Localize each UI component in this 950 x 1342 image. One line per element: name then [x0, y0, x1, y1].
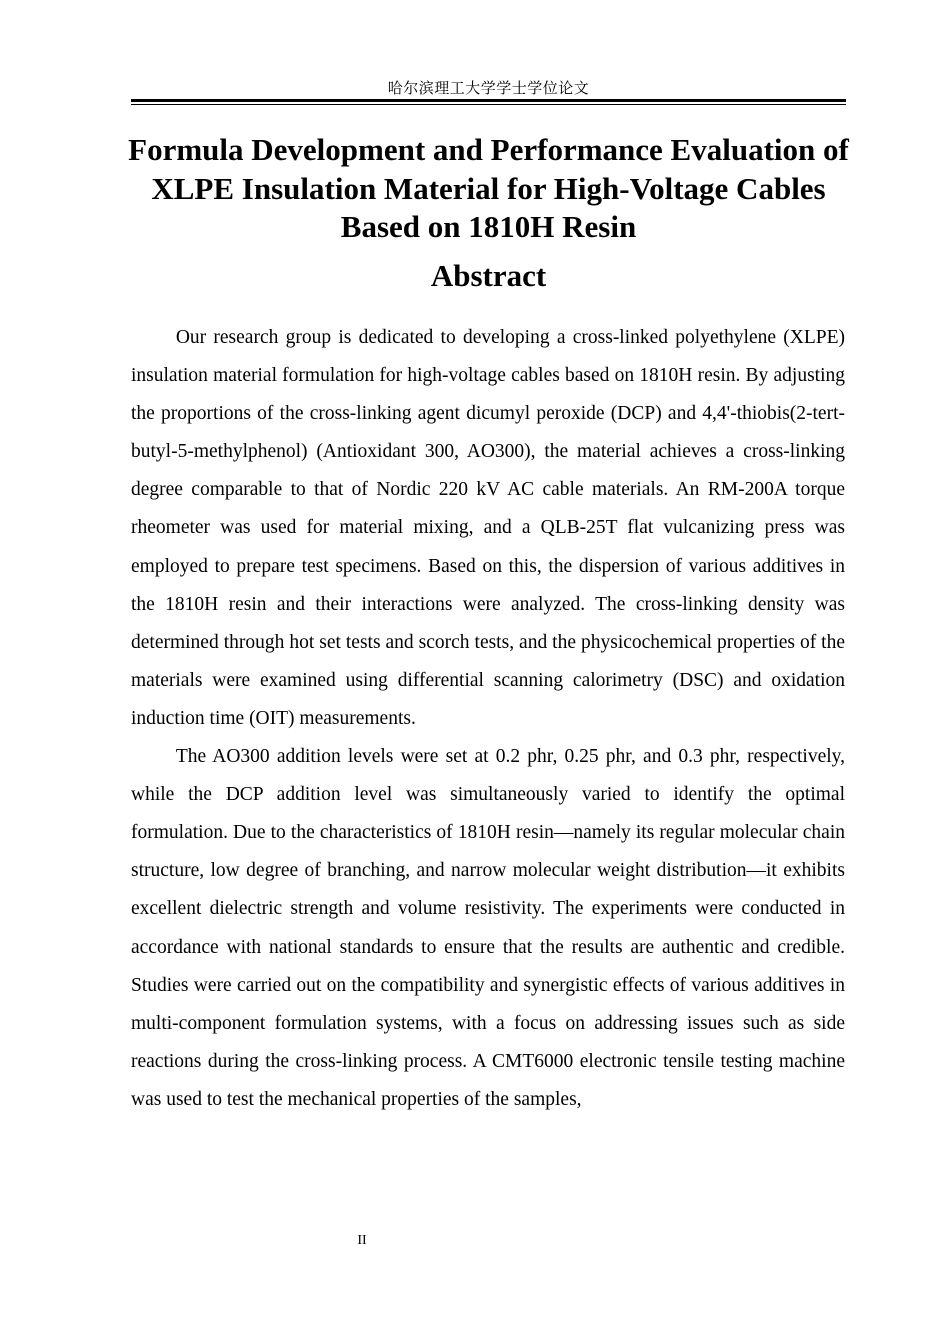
abstract-paragraph-1: Our research group is dedicated to developing a cross-linked polyethylene (XLPE) insulation material formulation for high-voltage cables based on 1810H resin. By adjusting the proportions of the cross-linking agent dicumyl peroxide (DCP) and 4,4'-thiobis(2-tert-butyl-5-methylphenol) (Antioxidant 300, AO300), the material achieves a cross-linking degree comparable to that of Nordic 220 kV AC cable materials. An RM-200A torque rheometer was used for material mixing, and a QLB-25T flat vulcanizing press was employed to prepare test specimens. Based on this, the dispersion of various additives in the 1810H resin and their interactions were analyzed. The cross-linking density was determined through hot set tests and scorch tests, and the physicochemical properties of the materials were examined using differential scanning calorimetry (DSC) and oxidation induction time (OIT) measurements. — [131, 327, 845, 729]
abstract-paragraph-2: The AO300 addition levels were set at 0.2 phr, 0.25 phr, and 0.3 phr, respectively, while the DCP addition level was simultaneously varied to identify the optimal formulation. Due to the characteristics of 1810H resin—namely its regular molecular chain structure, low degree of branching, and narrow molecular weight distribution—it exhibits excellent dielectric strength and volume resistivity. The experiments were conducted in accordance with national standards to ensure that the results are authentic and credible. Studies were carried out on the compatibility and synergistic effects of various additives in multi-component formulation systems, with a focus on addressing issues such as side reactions during the cross-linking process. A CMT6000 electronic tensile testing machine was used to test the mechanical properties of the samples, — [131, 746, 845, 1110]
running-header: 哈尔滨理工大学学士学位论文 — [387, 79, 590, 97]
page-number: II — [357, 1233, 367, 1248]
paper-title: Formula Development and Performance Evaluation of XLPE Insulation Material for High-Voltage Cables Based on 1810H Resin — [128, 132, 849, 244]
abstract-heading: Abstract — [430, 258, 547, 293]
header-rule — [131, 99, 846, 105]
abstract-body — [131, 319, 845, 1119]
